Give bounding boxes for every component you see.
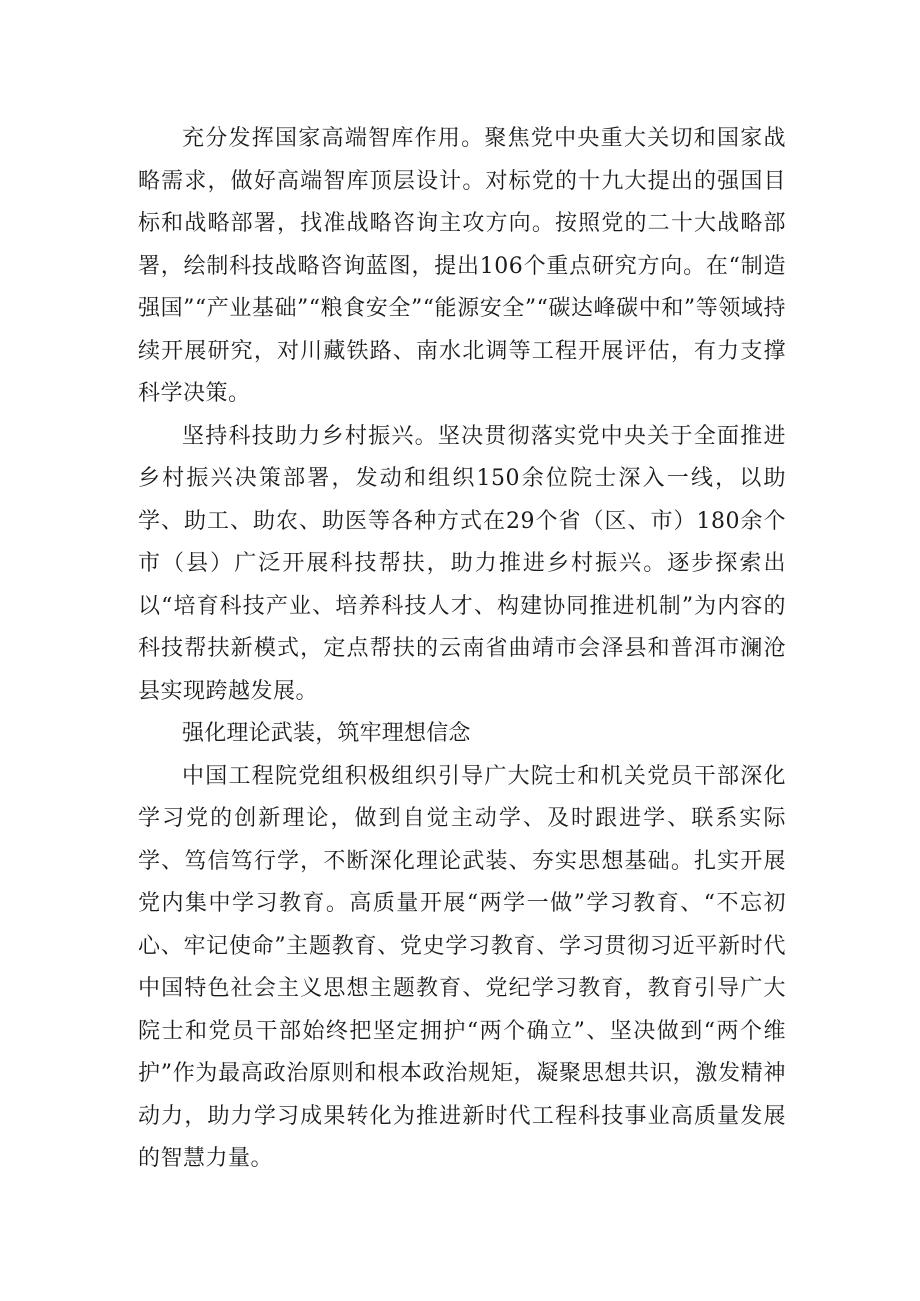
section-heading: 强化理论武装，筑牢理想信念 bbox=[182, 721, 471, 746]
paragraph-think-tank: 充分发挥国家高端智库作用。聚焦党中央重大关切和国家战略需求，做好高端智库顶层设计。对标党的十九大提出的强国目标和战略部署，找准战略咨询主攻方向。按照党的二十大战略部署，绘制科技战略咨询蓝图，提出106个重点研究方向。在“制造强国”“产业基础”“粮食安全”“能源安全”“碳达峰碳中和”等领域持续开展研究，对川藏铁路、南水北调等工程开展评估，有力支撑科学决策。 bbox=[138, 126, 786, 406]
paragraph-theory-study: 中国工程院党组积极组织引导广大院士和机关党员干部深化学习党的创新理论，做到自觉主动学、及时跟进学、联系实际学、笃信笃行学，不断深化理论武装、夯实思想基础。扎实开展党内集中学习教育。高质量开展“两学一做”学习教育、“不忘初心、牢记使命”主题教育、党史学习教育、学习贯彻习近平新时代中国特色社会主义思想主题教育、党纪学习教育，教育引导广大院士和党员干部始终把坚定拥护“两个确立”、坚决做到“两个维护”作为最高政治原则和根本政治规矩，凝聚思想共识，激发精神动力，助力学习成果转化为推进新时代工程科技事业高质量发展的智慧力量。 bbox=[138, 763, 786, 1171]
document-page bbox=[138, 118, 786, 1181]
paragraph-rural-revitalization: 坚持科技助力乡村振兴。坚决贯彻落实党中央关于全面推进乡村振兴决策部署，发动和组织150余位院士深入一线，以助学、助工、助农、助医等各种方式在29个省（区、市）180余个市（县）广泛开展科技帮扶，助力推进乡村振兴。逐步探索出以“培育科技产业、培养科技人才、构建协同推进机制”为内容的科技帮扶新模式，定点帮扶的云南省曲靖市会泽县和普洱市澜沧县实现跨越发展。 bbox=[138, 423, 786, 704]
